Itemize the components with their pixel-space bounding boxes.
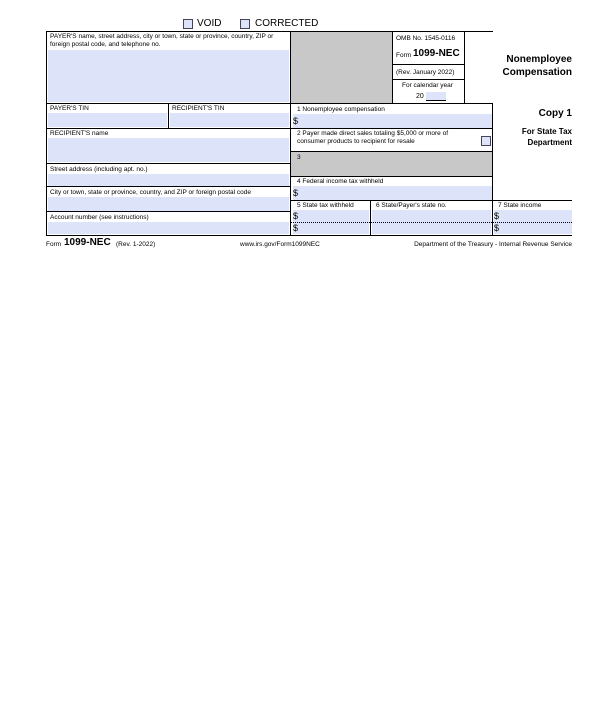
box4-label: 4 Federal income tax withheld <box>297 178 384 185</box>
account-label: Account number (see instructions) <box>50 214 149 221</box>
omb-form-prefix: Form <box>396 52 412 59</box>
box7-dollar-2: $ <box>494 223 500 233</box>
street-field[interactable] <box>48 174 289 186</box>
row-line-account-top <box>46 211 290 212</box>
divider-copy-2 <box>492 128 493 152</box>
payer-field[interactable] <box>48 50 289 102</box>
omb-number: OMB No. 1545-0116 <box>396 35 456 42</box>
recipient-tin-label: RECIPIENT'S TIN <box>172 105 225 112</box>
copy-line1: For State Tax <box>521 127 572 136</box>
calendar-year-input[interactable] <box>426 92 446 101</box>
footer-rev: (Rev. 1-2022) <box>116 241 156 248</box>
row-line-state-top <box>290 200 572 201</box>
omb-rev: (Rev. January 2022) <box>396 69 455 76</box>
box4-dollar: $ <box>293 188 299 198</box>
box6-label: 6 State/Payer's state no. <box>376 202 447 209</box>
footer-form-number: 1099-NEC <box>64 237 111 248</box>
void-label: VOID <box>197 18 222 29</box>
divider-title <box>464 31 465 104</box>
recipient-name-label: RECIPIENT'S name <box>50 130 109 137</box>
box4-field[interactable] <box>293 186 492 200</box>
footer-url: www.irs.gov/Form1099NEC <box>240 241 320 248</box>
box5-label: 5 State tax withheld <box>297 202 354 209</box>
account-field[interactable] <box>48 222 289 234</box>
recipient-name-field[interactable] <box>48 138 289 162</box>
form-title-line1: Nonemployee <box>506 54 572 65</box>
box2-label: 2 Payer made direct sales totaling $5,000 or more of consumer products to recipient for resale <box>297 130 449 145</box>
box1-field[interactable] <box>293 114 492 128</box>
box5-dollar-2: $ <box>293 223 299 233</box>
row-line-street-top <box>46 163 290 164</box>
divider-copy-1 <box>492 103 493 129</box>
box3-gray <box>291 152 492 176</box>
box5-dollar-1: $ <box>293 211 299 221</box>
box3-label: 3 <box>297 154 301 161</box>
divider-omb <box>392 31 393 104</box>
form-top-border <box>46 31 493 32</box>
omb-divider-2 <box>393 79 464 80</box>
payer-label: PAYER'S name, street address, city or town, state or province, country, ZIP or foreign postal code, and telephone no. <box>50 33 274 48</box>
divider-tins <box>168 103 169 129</box>
omb-divider-1 <box>393 64 464 65</box>
corrected-label: CORRECTED <box>255 18 319 29</box>
divider-box6-7 <box>492 200 493 236</box>
row-line-city-top <box>46 186 290 187</box>
state-dotted-divider <box>291 222 572 223</box>
calendar-year-label: For calendar year <box>402 82 453 89</box>
row-line-recipient-top <box>46 128 493 129</box>
divider-copy-3 <box>492 151 493 177</box>
divider-copy-4 <box>492 176 493 201</box>
corrected-checkbox[interactable] <box>240 19 250 29</box>
form-title-line2: Compensation <box>502 67 572 78</box>
box1-label: 1 Nonemployee compensation <box>297 106 385 113</box>
copy-line2: Department <box>527 138 572 147</box>
divider-box5-6 <box>370 200 371 236</box>
box7-dollar-1: $ <box>494 211 500 221</box>
gray-panel <box>291 32 392 103</box>
box7-label: 7 State income <box>498 202 542 209</box>
row-line-tins-top <box>46 103 493 104</box>
omb-form-number: 1099-NEC <box>413 48 460 59</box>
street-label: Street address (including apt. no.) <box>50 166 148 173</box>
payer-tin-label: PAYER'S TIN <box>50 105 89 112</box>
form-bottom-border <box>46 235 572 236</box>
copy-heading: Copy 1 <box>538 108 572 119</box>
footer-dept: Department of the Treasury - Internal Revenue Service <box>414 241 572 248</box>
box2-checkbox[interactable] <box>481 136 491 146</box>
calendar-year-prefix: 20 <box>416 93 424 100</box>
city-field[interactable] <box>48 197 289 211</box>
void-checkbox[interactable] <box>183 19 193 29</box>
footer-form-prefix: Form <box>46 241 62 248</box>
row-line-box4-top <box>290 176 493 177</box>
recipient-tin-field[interactable] <box>170 113 289 127</box>
form-left-border <box>46 31 47 235</box>
payer-tin-field[interactable] <box>48 113 167 127</box>
city-label: City or town, state or province, country, and ZIP or foreign postal code <box>50 189 251 196</box>
box1-dollar: $ <box>293 116 299 126</box>
